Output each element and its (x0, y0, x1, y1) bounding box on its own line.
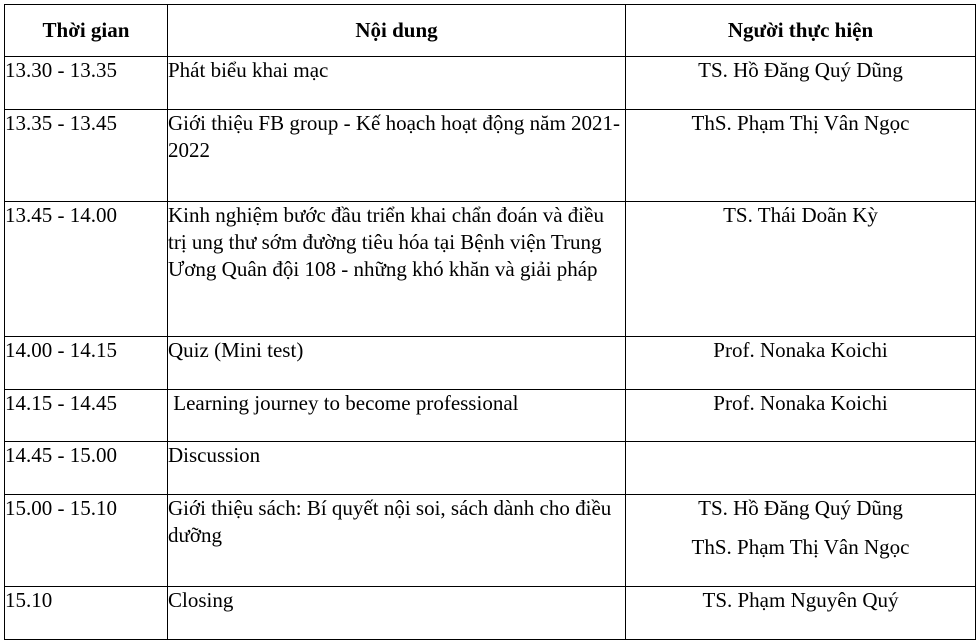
person-cell (626, 57, 976, 110)
content-cell: Phát biểu khai mạc (168, 57, 626, 110)
person-cell (626, 390, 976, 442)
table-row (5, 202, 976, 337)
person-name: ThS. Phạm Thị Vân Ngọc (691, 111, 910, 135)
person-name: Prof. Nonaka Koichi (713, 338, 888, 362)
person-name: TS. Hồ Đăng Quý Dũng (698, 496, 903, 520)
table-row (5, 587, 976, 640)
person-cell (626, 587, 976, 640)
content-cell: Giới thiệu FB group - Kế hoạch hoạt động năm 2021-2022 (168, 110, 626, 202)
header-row (5, 5, 976, 57)
time-cell: 13.30 - 13.35 (5, 57, 168, 110)
table-row (5, 442, 976, 495)
time-cell: 15.00 - 15.10 (5, 495, 168, 587)
time-cell: 14.15 - 14.45 (5, 390, 168, 442)
time-cell: 15.10 (5, 587, 168, 640)
table-row (5, 57, 976, 110)
content-cell: Learning journey to become professional (168, 390, 626, 442)
content-cell: Closing (168, 587, 626, 640)
person-cell (626, 202, 976, 337)
table-row (5, 110, 976, 202)
person-cell (626, 442, 976, 495)
header-time: Thời gian (5, 5, 168, 57)
table-row (5, 337, 976, 390)
content-cell: Discussion (168, 442, 626, 495)
person-name: ThS. Phạm Thị Vân Ngọc (691, 535, 910, 559)
time-cell: 14.00 - 14.15 (5, 337, 168, 390)
content-cell: Quiz (Mini test) (168, 337, 626, 390)
content-cell: Kinh nghiệm bước đầu triển khai chẩn đoán và điều trị ung thư sớm đường tiêu hóa tại Bệnh viện Trung Ương Quân đội 108 - những khó khăn và giải pháp (168, 202, 626, 337)
content-cell: Giới thiệu sách: Bí quyết nội soi, sách dành cho điều dưỡng (168, 495, 626, 587)
table-row (5, 495, 976, 587)
person-cell (626, 110, 976, 202)
agenda-header (5, 5, 976, 57)
time-cell: 13.35 - 13.45 (5, 110, 168, 202)
header-content: Nội dung (168, 5, 626, 57)
person-name: TS. Phạm Nguyên Quý (702, 588, 899, 612)
person-name: Prof. Nonaka Koichi (713, 391, 888, 415)
person-name: TS. Hồ Đăng Quý Dũng (698, 58, 903, 82)
person-cell (626, 337, 976, 390)
agenda-table (4, 4, 976, 640)
time-cell: 13.45 - 14.00 (5, 202, 168, 337)
person-name: TS. Thái Doãn Kỳ (723, 203, 878, 227)
table-row (5, 390, 976, 442)
agenda-body (5, 57, 976, 640)
header-person: Người thực hiện (626, 5, 976, 57)
time-cell: 14.45 - 15.00 (5, 442, 168, 495)
person-cell (626, 495, 976, 587)
